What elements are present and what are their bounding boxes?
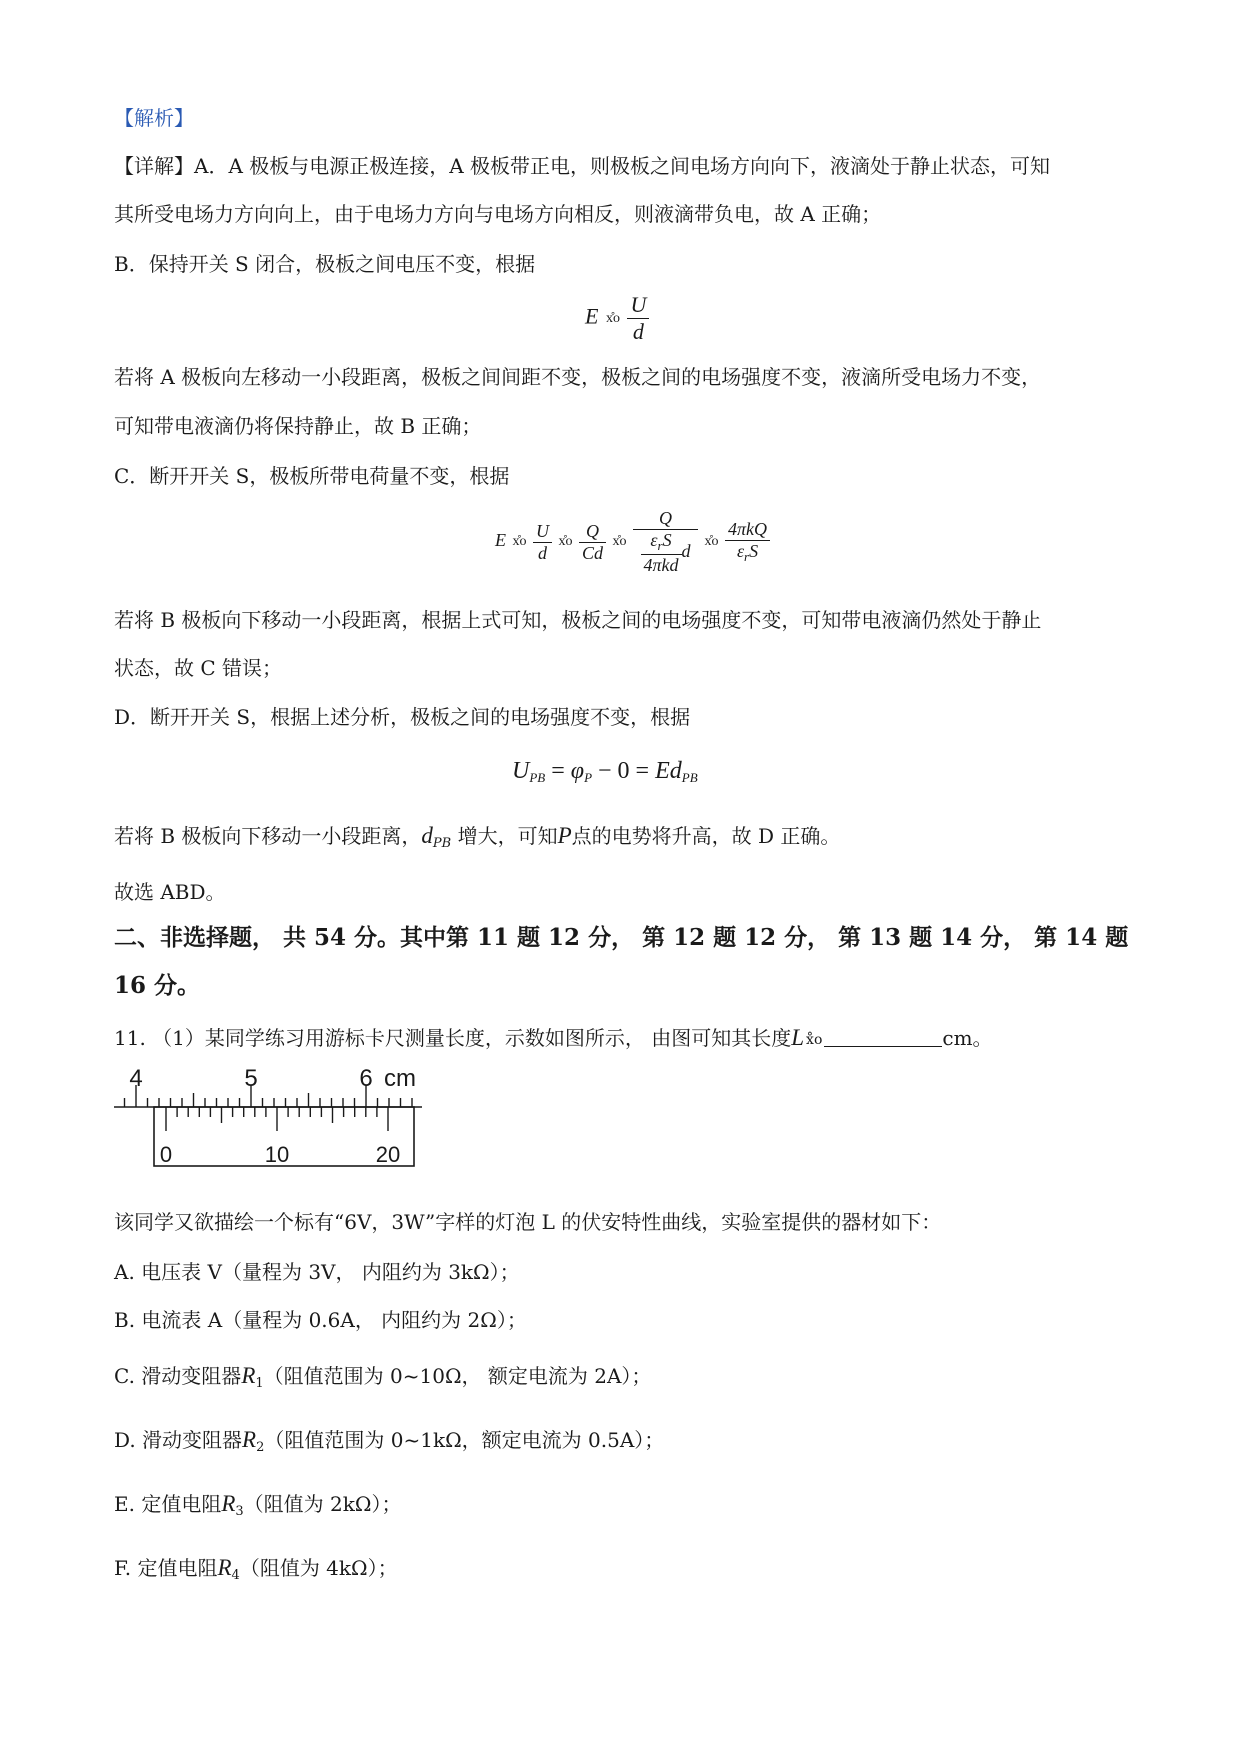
fraction-u-over-d [627,292,649,345]
garbled-equals-symbol: x̊o [605,310,620,326]
phi-sub: P [584,770,593,785]
f3-numerator: Q [633,508,698,530]
var-r: R [217,1555,232,1580]
fraction-q-over-cd [579,521,606,564]
epsilon: ε [736,541,745,561]
var-p: P [557,823,572,848]
f3-denominator [633,530,698,576]
equipment-item-d [114,1426,664,1462]
detail-d-line1: D．断开开关 S，根据上述分析，极板之间的电场强度不变，根据 [114,705,691,729]
garbled-equals-symbol: x̊o [558,534,573,549]
epsilon: ε [650,530,658,550]
question11-line1 [114,1024,993,1054]
formula2-lhs: E [495,530,506,551]
var-d-sub: PB [432,836,452,851]
var-r-sub: 1 [255,1376,264,1391]
garbled-equals-symbol: x̊o [612,534,627,549]
f3-d: d [681,541,691,562]
vernier-label-20: 20 [375,1142,401,1167]
detail-c-line3: 状态，故 C 错误； [114,656,283,680]
inner-denominator: 4πkd [643,555,679,575]
detail-c-line2: 若将 B 极板向下移动一小段距离，根据上式可知，极板之间的电场强度不变，可知带电液滴仍然处于静止 [114,608,1042,632]
detail-a-line1: 【详解】A．A 极板与电源正极连接，A 极板带正电，则极板之间电场方向向下，液滴处于静止状态，可知 [114,154,1051,178]
fraction-complex [633,508,698,576]
formula1-lhs: E [585,303,599,329]
vernier-label-0: 0 [159,1142,173,1167]
var-r: R [241,1363,256,1388]
item-d-label: D. 滑动变阻器 [114,1428,243,1452]
u-symbol: U [512,758,530,784]
f4-numerator: 4πkQ [725,519,770,541]
inner-numerator [641,530,682,555]
main-scale-label-5: 5 [244,1065,258,1092]
item-e-label: E. 定值电阻 [114,1492,222,1516]
detail-a-line2: 其所受电场力方向向上，由于电场力方向与电场方向相反，则液滴带负电，故 A 正确； [114,202,882,226]
item-d-detail: （阻值范围为 0~1kΩ，额定电流为 0.5A）； [264,1428,665,1452]
equipment-item-f [114,1554,398,1590]
var-r: R [221,1491,236,1516]
unit-cm: cm。 [942,1026,993,1050]
var-r-sub: 3 [235,1504,244,1519]
main-scale-label-6: 6 [359,1065,373,1092]
f4-denominator [725,541,770,565]
main-scale-label-4: 4 [129,1065,143,1092]
d-line2-part-a: 若将 B 极板向下移动一小段距离， [114,824,422,848]
var-l: L [791,1025,805,1050]
ed-symbol: Ed [655,758,682,784]
equipment-item-a: A. 电压表 V（量程为 3V， 内阻约为 3kΩ）； [114,1260,520,1284]
phi-symbol: φ [570,758,585,784]
item-e-detail: （阻值为 2kΩ）； [243,1492,402,1516]
f2-denominator: Cd [582,542,604,563]
var-d: d [421,823,433,848]
answer-line: 故选 ABD。 [114,880,226,904]
var-r: R [242,1427,257,1452]
detail-d-line2 [114,822,840,858]
detail-b-line2: 若将 A 极板向左移动一小段距离，极板之间间距不变，极板之间的电场强度不变，液滴所受电场力不变， [114,365,1042,389]
section2-heading-line1: 二、非选择题， 共 54 分。其中第 11 题 12 分， 第 12 题 12 分， 第 13 题 14 分， 第 14 题 [114,924,1129,951]
var-r-sub: 2 [256,1440,265,1455]
s-symbol: S [749,541,759,561]
f2-numerator: Q [579,521,606,543]
formula-e-chain [495,508,770,576]
item-f-label: F. 定值电阻 [114,1556,218,1580]
section2-heading-line2: 16 分。 [114,972,201,999]
equals-sign: = [551,758,565,784]
fraction-u-over-d [533,521,552,564]
formula1-numerator: U [627,292,649,319]
detail-b-line1: B．保持开关 S 闭合，极板之间电压不变，根据 [114,252,536,276]
d-line2-part-c: 点的电势将升高，故 D 正确。 [571,824,841,848]
formula-e-u-over-d [585,292,649,345]
equipment-item-b: B. 电流表 A（量程为 0.6A， 内阻约为 2Ω）； [114,1308,527,1332]
detail-c-line1: C．断开开关 S，极板所带电荷量不变，根据 [114,464,510,488]
garbled-equals-symbol: x̊o [704,534,719,549]
equipment-item-c [114,1362,651,1398]
item-c-detail: （阻值范围为 0~10Ω， 额定电流为 2A）； [263,1364,652,1388]
question11-line2: 该同学又欲描绘一个标有“6V，3W”字样的灯泡 L 的伏安特性曲线，实验室提供的器材如下： [114,1210,942,1234]
inner-fraction [641,530,682,576]
vernier-caliper-diagram [112,1060,432,1180]
f1-numerator: U [533,521,552,543]
garbled-equals-symbol: x̊o [512,534,527,549]
equipment-item-e [114,1490,401,1526]
d-sub: PB [681,770,698,785]
formula1-denominator: d [632,319,644,344]
fraction-4pikq [725,519,770,565]
unit-label-cm: cm [384,1065,416,1092]
var-r-sub: 4 [231,1568,240,1583]
analysis-heading: 【解析】 [114,106,194,130]
item-c-label: C. 滑动变阻器 [114,1364,242,1388]
minus-zero-equals: − 0 = [598,758,650,784]
epsilon-sub: r [744,549,750,564]
s-symbol: S [662,530,672,550]
q11-text: 11. （1）某同学练习用游标卡尺测量长度，示数如图所示， 由图可知其长度 [114,1026,792,1050]
detail-b-line3: 可知带电液滴仍将保持静止，故 B 正确； [114,414,482,438]
formula-upb [512,758,698,786]
answer-blank[interactable] [824,1026,942,1047]
garbled-equals-symbol: x̊o [806,1031,823,1048]
f1-denominator: d [538,542,547,563]
d-line2-part-b: 增大，可知 [457,824,558,848]
u-sub: PB [529,770,546,785]
vernier-label-10: 10 [264,1142,290,1167]
item-f-detail: （阻值为 4kΩ）； [239,1556,398,1580]
epsilon-sub: r [657,538,663,553]
